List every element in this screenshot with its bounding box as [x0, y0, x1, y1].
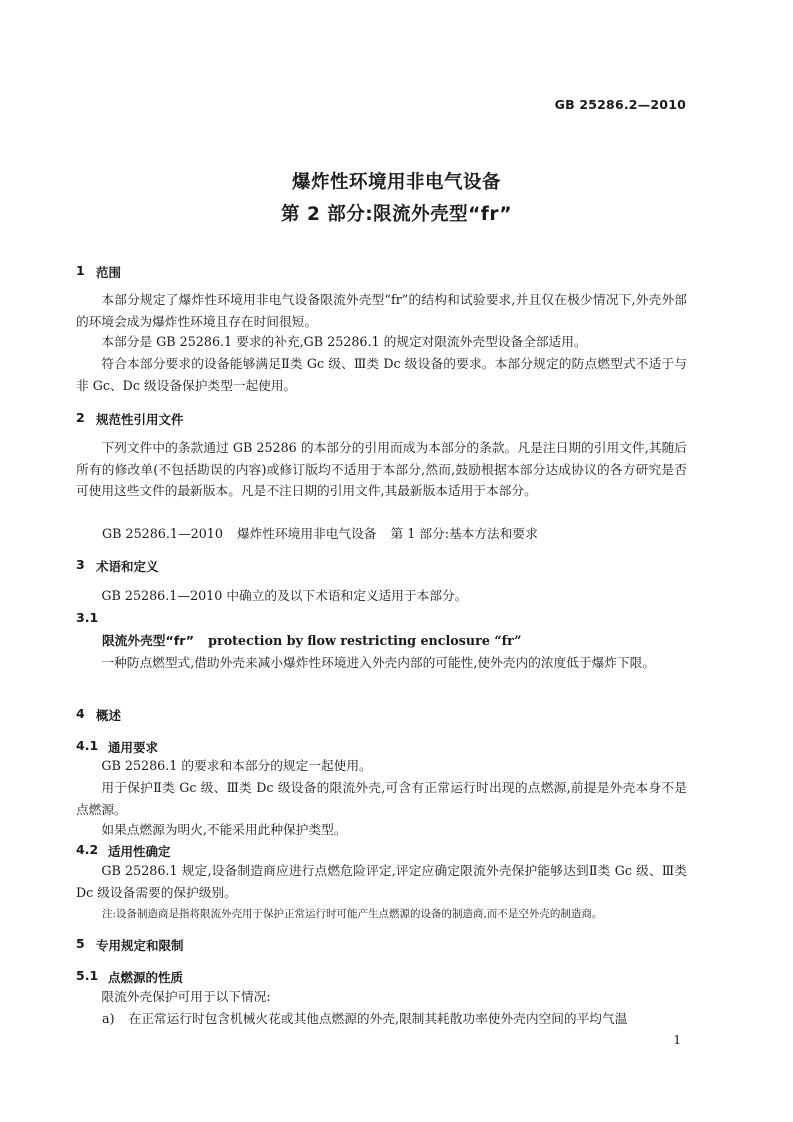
section-5-number: 5	[76, 936, 85, 951]
section-2-paragraph-1: 下列文件中的条款通过 GB 25286 的本部分的引用而成为本部分的条款。凡是注日期的引用文件,其随后所有的修改单(不包括勘误的内容)或修订版均不适用于本部分,然而,鼓励根据本部分达成协议的各方研究是否可使用这些文件的最新版本。凡是不注日期的引用文件,其最新版本适用于本部分。	[76, 440, 687, 498]
section-2-number: 2	[76, 410, 85, 425]
section-3-paragraph-1: GB 25286.1—2010 中确立的及以下术语和定义适用于本部分。	[101, 588, 468, 603]
section-1-heading: 范围	[96, 265, 122, 280]
subsection-4-2-heading: 适用性确定	[108, 844, 171, 859]
section-1-number: 1	[76, 263, 85, 278]
section-3-heading: 术语和定义	[96, 559, 159, 574]
subsection-5-1-heading: 点燃源的性质	[108, 970, 184, 985]
section-3-number: 3	[76, 557, 85, 572]
subsection-4-2-number: 4.2	[76, 842, 99, 857]
section-1-paragraph-3: 符合本部分要求的设备能够满足Ⅱ类 Gc 级、Ⅲ类 Dc 级设备的要求。本部分规定的防点燃型式不适于与非 Gc、Dc 级设备保护类型一起使用。	[76, 356, 687, 393]
subsection-4-1-paragraph-1: GB 25286.1 的要求和本部分的规定一起使用。	[101, 758, 372, 773]
section-2-heading: 规范性引用文件	[96, 412, 184, 427]
document-title-line1: 爆炸性环境用非电气设备	[291, 172, 501, 193]
note: 注:设备制造商是指将限流外壳用于保护正常运行时可能产生点燃源的设备的制造商,而不是空外壳的制造商。	[102, 908, 603, 920]
reference-code: GB 25286.1—2010	[102, 526, 223, 541]
standard-code-header: GB 25286.2—2010	[554, 97, 686, 112]
section-4-number: 4	[76, 706, 85, 721]
subsection-4-1-paragraph-2: 用于保护Ⅱ类 Gc 级、Ⅲ类 Dc 级设备的限流外壳,可含有正常运行时出现的点燃源,前提是外壳本身不是点燃源。	[76, 780, 687, 817]
section-4-heading: 概述	[96, 708, 122, 723]
normative-reference	[102, 523, 538, 542]
subsection-5-1-paragraph-1: 限流外壳保护可用于以下情况:	[101, 989, 271, 1004]
reference-title: 爆炸性环境用非电气设备	[236, 526, 377, 541]
section-1-paragraph-1: 本部分规定了爆炸性环境用非电气设备限流外壳型“fr”的结构和试验要求,并且仅在极少情况下,外壳外部的环境会成为爆炸性环境且存在时间很短。	[76, 292, 687, 329]
term-entry	[102, 630, 522, 649]
subsection-4-2-paragraph-1: GB 25286.1 规定,设备制造商应进行点燃危险评定,评定应确定限流外壳保护能够达到Ⅱ类 Gc 级、Ⅲ类 Dc 级设备需要的保护级别。	[76, 863, 687, 900]
subsection-3-1-number: 3.1	[76, 610, 99, 625]
list-item-a-text: 在正常运行时包含机械火花或其他点燃源的外壳,限制其耗散功率使外壳内空间的平均气温	[128, 1011, 628, 1026]
term-chinese: 限流外壳型“fr”	[102, 633, 195, 648]
page-number: 1	[673, 1033, 681, 1047]
list-item-a	[102, 1008, 627, 1027]
term-definition: 一种防点燃型式,借助外壳来减小爆炸性环境进入外壳内部的可能性,使外壳内的浓度低于爆炸下限。	[101, 655, 656, 670]
subsection-4-1-paragraph-3: 如果点燃源为明火,不能采用此种保护类型。	[101, 822, 347, 837]
reference-part: 第 1 部分:基本方法和要求	[390, 526, 538, 541]
subsection-4-1-number: 4.1	[76, 738, 99, 753]
section-5-heading: 专用规定和限制	[96, 938, 184, 953]
document-title-line2: 第 2 部分:限流外壳型“fr”	[281, 204, 512, 225]
subsection-4-1-heading: 通用要求	[108, 740, 159, 755]
term-english: protection by flow restricting enclosure “fr”	[208, 633, 522, 648]
section-1-paragraph-2: 本部分是 GB 25286.1 要求的补充,GB 25286.1 的规定对限流外壳型设备全部适用。	[101, 334, 587, 349]
list-item-a-label: a)	[102, 1011, 115, 1026]
subsection-5-1-number: 5.1	[76, 968, 99, 983]
